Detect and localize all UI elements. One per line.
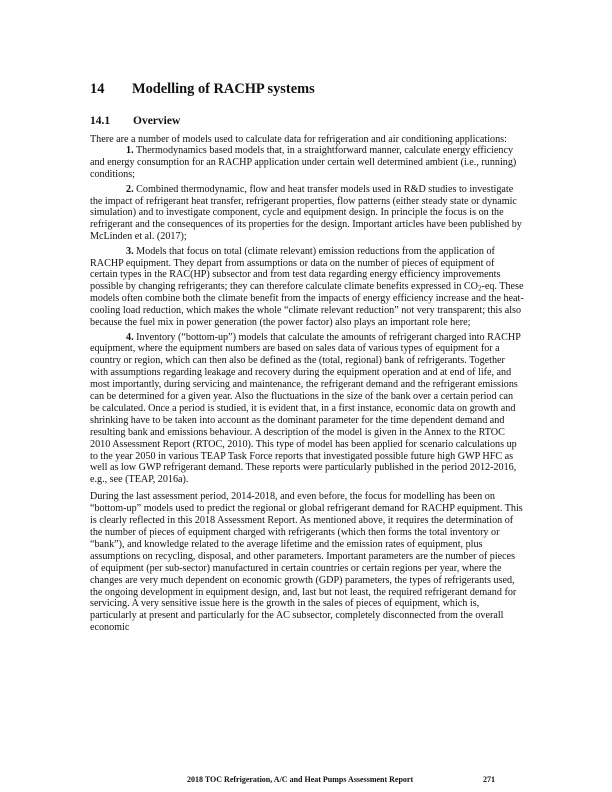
intro-paragraph: There are a number of models used to calculate data for refrigeration and air conditioning applications:	[90, 133, 507, 145]
list-item-1	[90, 145, 524, 181]
section-title: Overview	[133, 115, 181, 127]
list-item-number: 2.	[126, 183, 134, 195]
list-item-text: Thermodynamics based models that, in a straightforward manner, calculate energy efficiency and energy consumption for an RACHP application under certain well determined ambient (i.e., running) conditions;	[90, 145, 517, 181]
body-text	[90, 134, 524, 637]
list-item-text: Inventory (“bottom-up”) models that calculate the amounts of refrigerant charged into RACHP equipment, where the equipment numbers are based on sales data of various types of equipment for a country or region, which can then also be defined as the (total, regional) bank of refrigerants. Together with assumptions regarding leakage and recovery during the equipment operation and at end of life, and most importantly, during servicing and maintenance, the refrigerant demand and the refrigerant emissions can be determined for a given year. Also the fluctuations in the size of the bank over a certain period can be calculated. Once a period is studied, it is evident that, in a first instance, economic data on growth and shrinking have to be taken into account as the dominant parameter for the time dependent demand and resulting bank and emissions behaviour. A description of the model is given in the Annex to the RTOC 2010 Assessment Report (RTOC, 2010). This type of model has been applied for scenario calculations up to the year 2050 in various TEAP Task Force reports that investigated possible future high GWP HFC as well as low GWP refrigerant demand. These reports were particularly published in the period 2012-2016, e.g., see (TEAP, 2016a).	[90, 331, 521, 486]
subscript: 2	[477, 284, 482, 293]
list-item-number: 3.	[126, 245, 134, 257]
list-item-text-continued: -eq. These models often combine both the climate benefit from the impacts of energy efficiency increase and the heat-cooling load reduction, which makes the whole “climate relevant reduction” not very transparent; this also because the fuel mix in power generation (the power factor) also plays an important role here;	[90, 281, 524, 329]
list-item-text: Combined thermodynamic, flow and heat transfer models used in R&D studies to investigate the impact of refrigerant heat transfer, refrigerant properties, flow patterns (either steady state or dynamic simulation) and to investigate component, cycle and equipment design. In principle the focus is on the refrigerant and the consequences of its properties for the design. Important articles have been published by McLinden et al. (2017);	[90, 183, 522, 243]
chapter-number: 14	[90, 81, 105, 97]
list-item-number: 4.	[126, 331, 134, 343]
closing-paragraph: During the last assessment period, 2014-2018, and even before, the focus for modelling has been on “bottom-up” models used to predict the regional or global refrigerant demand for RACHP equipment. This is clearly reflected in this 2018 Assessment Report. As mentioned above, it requires the determination of the number of pieces of equipment charged with refrigerants (which then forms the total inventory or “bank”), and knowledge related to the average lifetime and the emission rates of equipment, plus assumptions on recycling, disposal, and other parameters. Important parameters are the number of pieces of equipment (per sub-sector) manufactured in certain countries or certain regions per year, where the changes are very much dependent on economic growth (GDP) parameters, the types of refrigerants used, the ongoing development in equipment design, and, last but not least, the required refrigerant demand for servicing. A very sensitive issue here is the growth in the sales of pieces of equipment, which is, particularly at present and particularly for the AC subsector, completely disconnected from the overall economic	[90, 491, 523, 634]
list-item-4	[90, 332, 524, 487]
chapter-heading	[90, 80, 530, 98]
list-item-2	[90, 184, 524, 244]
list-item-3	[90, 246, 524, 329]
list-item-number: 1.	[126, 145, 134, 157]
list-item-text: Models that focus on total (climate relevant) emission reductions from the application of RACHP equipment. They depart from assumptions or data on the number of pieces of equipment of certain types in the RAC(HP) subsector and from test data regarding energy efficiency improvements possible by changing refrigerants; they can therefore calculate climate benefits expressed in CO	[90, 245, 501, 293]
chapter-title: Modelling of RACHP systems	[132, 81, 315, 97]
section-heading	[90, 114, 530, 128]
section-number: 14.1	[90, 115, 111, 127]
footer-title: 2018 TOC Refrigeration, A/C and Heat Pumps Assessment Report	[187, 774, 414, 784]
page-number: 271	[483, 774, 495, 784]
